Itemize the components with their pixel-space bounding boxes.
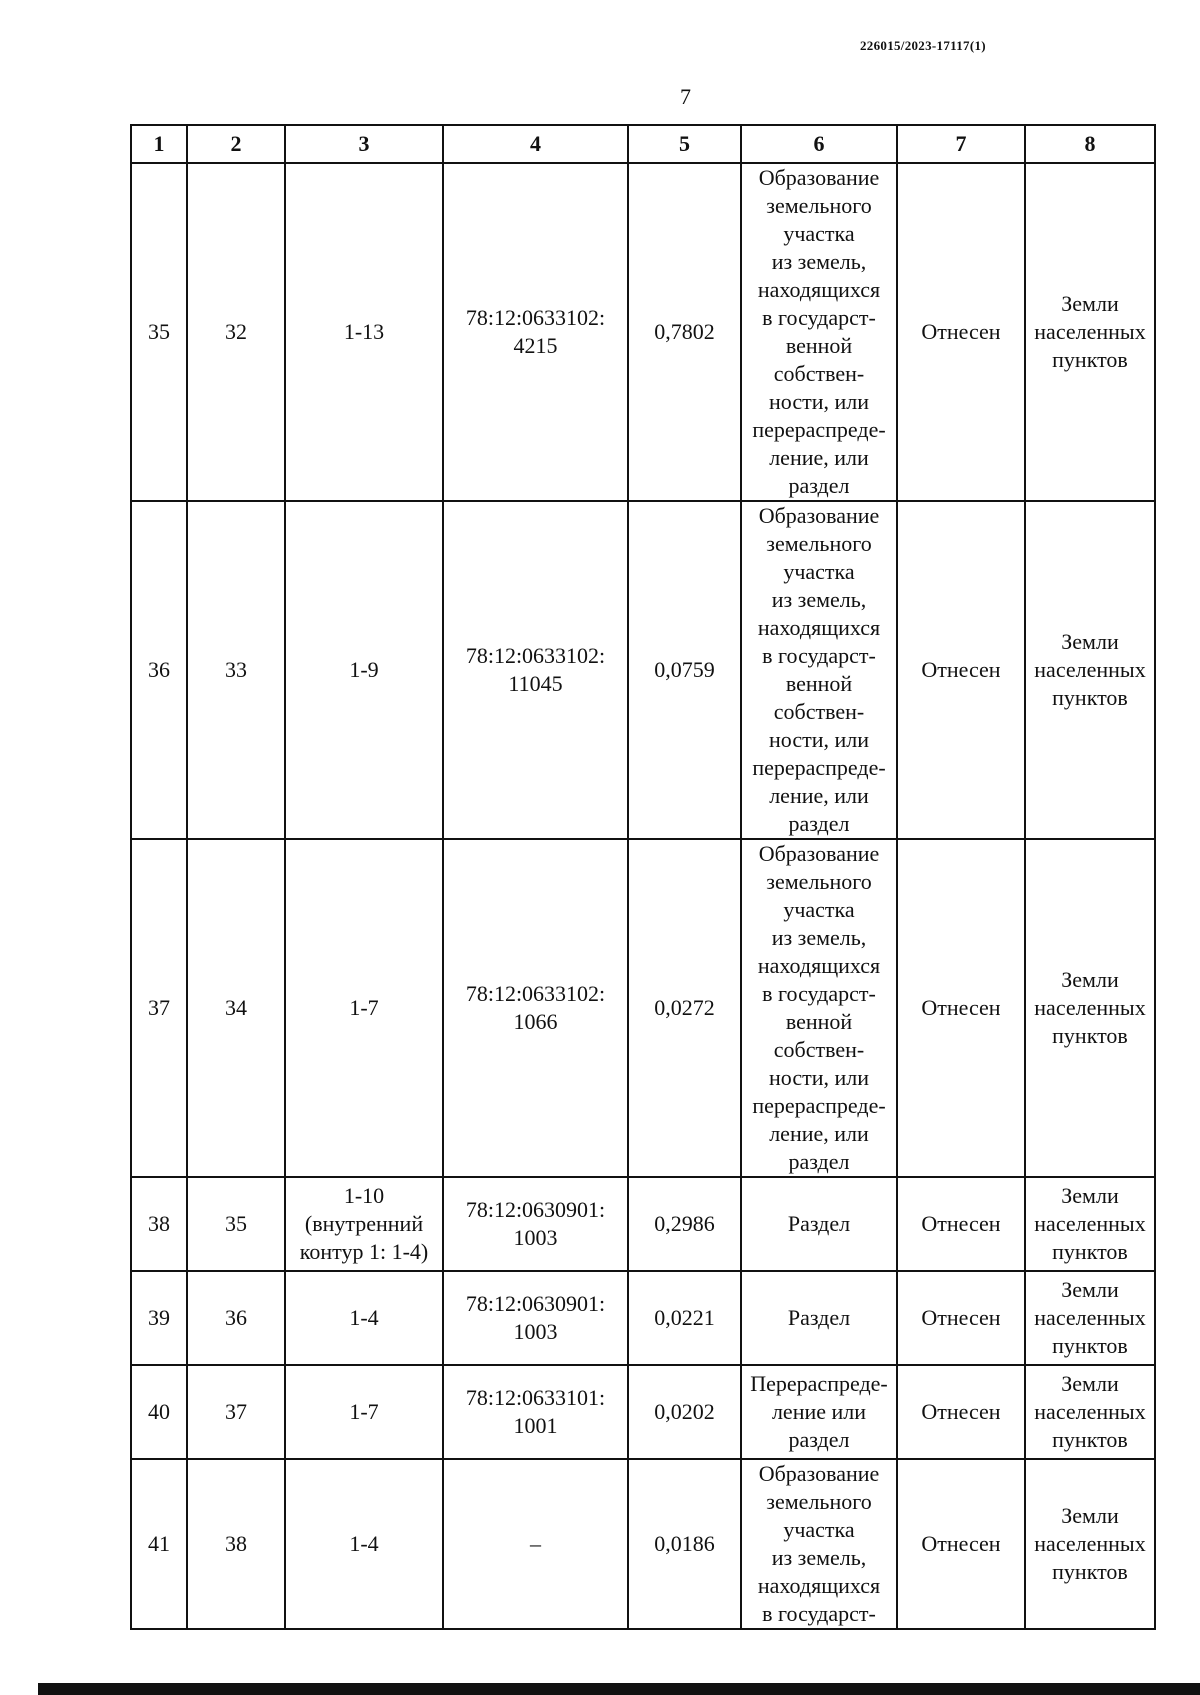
cell-cadastral-number: 78:12:0630901: 1003 — [443, 1177, 628, 1271]
cell-row-number: 36 — [131, 501, 187, 839]
cell-land-category: Земли населенных пунктов — [1025, 1271, 1155, 1365]
column-header-7: 7 — [897, 125, 1025, 163]
cell-status: Отнесен — [897, 1365, 1025, 1459]
column-header-5: 5 — [628, 125, 741, 163]
cell-status: Отнесен — [897, 501, 1025, 839]
column-header-4: 4 — [443, 125, 628, 163]
cell-land-category: Земли населенных пунктов — [1025, 1177, 1155, 1271]
cell-area: 0,2986 — [628, 1177, 741, 1271]
cell-formation-method: Перераспреде- ление или раздел — [741, 1365, 897, 1459]
column-header-6: 6 — [741, 125, 897, 163]
cell-land-category: Земли населенных пунктов — [1025, 1365, 1155, 1459]
cell-area: 0,0202 — [628, 1365, 741, 1459]
cell-formation-method: Образование земельного участка из земель, находящихся в государст- — [741, 1459, 897, 1629]
cell-status: Отнесен — [897, 839, 1025, 1177]
column-header-2: 2 — [187, 125, 285, 163]
cell-plot-number: 38 — [187, 1459, 285, 1629]
table-row — [131, 1365, 1155, 1459]
cell-cadastral-number: – — [443, 1459, 628, 1629]
cell-land-category: Земли населенных пунктов — [1025, 163, 1155, 501]
cell-area: 0,0272 — [628, 839, 741, 1177]
table-row — [131, 839, 1155, 1177]
cell-plot-number: 34 — [187, 839, 285, 1177]
cell-area: 0,0221 — [628, 1271, 741, 1365]
cell-points: 1-7 — [285, 1365, 443, 1459]
cell-row-number: 37 — [131, 839, 187, 1177]
cell-formation-method: Образование земельного участка из земель, находящихся в государст- венной собствен- ности, или перераспреде- ление, или раздел — [741, 163, 897, 501]
cell-formation-method: Образование земельного участка из земель, находящихся в государст- венной собствен- ности, или перераспреде- ление, или раздел — [741, 839, 897, 1177]
cell-points: 1-7 — [285, 839, 443, 1177]
table-row — [131, 1459, 1155, 1629]
cell-area: 0,7802 — [628, 163, 741, 501]
cell-cadastral-number: 78:12:0633102: 4215 — [443, 163, 628, 501]
cell-points: 1-4 — [285, 1271, 443, 1365]
cell-formation-method: Раздел — [741, 1271, 897, 1365]
cell-formation-method: Образование земельного участка из земель, находящихся в государст- венной собствен- ности, или перераспреде- ление, или раздел — [741, 501, 897, 839]
cell-plot-number: 33 — [187, 501, 285, 839]
cell-status: Отнесен — [897, 163, 1025, 501]
cell-area: 0,0186 — [628, 1459, 741, 1629]
cell-points: 1-9 — [285, 501, 443, 839]
land-plots-table — [130, 124, 1156, 1630]
cell-cadastral-number: 78:12:0633101: 1001 — [443, 1365, 628, 1459]
cell-row-number: 39 — [131, 1271, 187, 1365]
column-header-1: 1 — [131, 125, 187, 163]
cell-plot-number: 37 — [187, 1365, 285, 1459]
cell-row-number: 40 — [131, 1365, 187, 1459]
cell-plot-number: 35 — [187, 1177, 285, 1271]
cell-points: 1-13 — [285, 163, 443, 501]
cell-points: 1-4 — [285, 1459, 443, 1629]
table-row — [131, 163, 1155, 501]
cell-row-number: 35 — [131, 163, 187, 501]
table-header-row — [131, 125, 1155, 163]
cell-land-category: Земли населенных пунктов — [1025, 501, 1155, 839]
document-number: 226015/2023-17117(1) — [860, 38, 986, 53]
cell-land-category: Земли населенных пунктов — [1025, 1459, 1155, 1629]
cell-row-number: 38 — [131, 1177, 187, 1271]
cell-cadastral-number: 78:12:0630901: 1003 — [443, 1271, 628, 1365]
cell-plot-number: 32 — [187, 163, 285, 501]
cell-area: 0,0759 — [628, 501, 741, 839]
table-row — [131, 1271, 1155, 1365]
page-number: 7 — [680, 84, 691, 109]
cell-status: Отнесен — [897, 1459, 1025, 1629]
cell-row-number: 41 — [131, 1459, 187, 1629]
cell-status: Отнесен — [897, 1271, 1025, 1365]
column-header-3: 3 — [285, 125, 443, 163]
cell-cadastral-number: 78:12:0633102: 11045 — [443, 501, 628, 839]
cell-cadastral-number: 78:12:0633102: 1066 — [443, 839, 628, 1177]
cell-plot-number: 36 — [187, 1271, 285, 1365]
scan-edge-bar — [38, 1683, 1200, 1695]
column-header-8: 8 — [1025, 125, 1155, 163]
table-row — [131, 501, 1155, 839]
cell-status: Отнесен — [897, 1177, 1025, 1271]
table-row — [131, 1177, 1155, 1271]
cell-formation-method: Раздел — [741, 1177, 897, 1271]
cell-land-category: Земли населенных пунктов — [1025, 839, 1155, 1177]
cell-points: 1-10 (внутренний контур 1: 1-4) — [285, 1177, 443, 1271]
